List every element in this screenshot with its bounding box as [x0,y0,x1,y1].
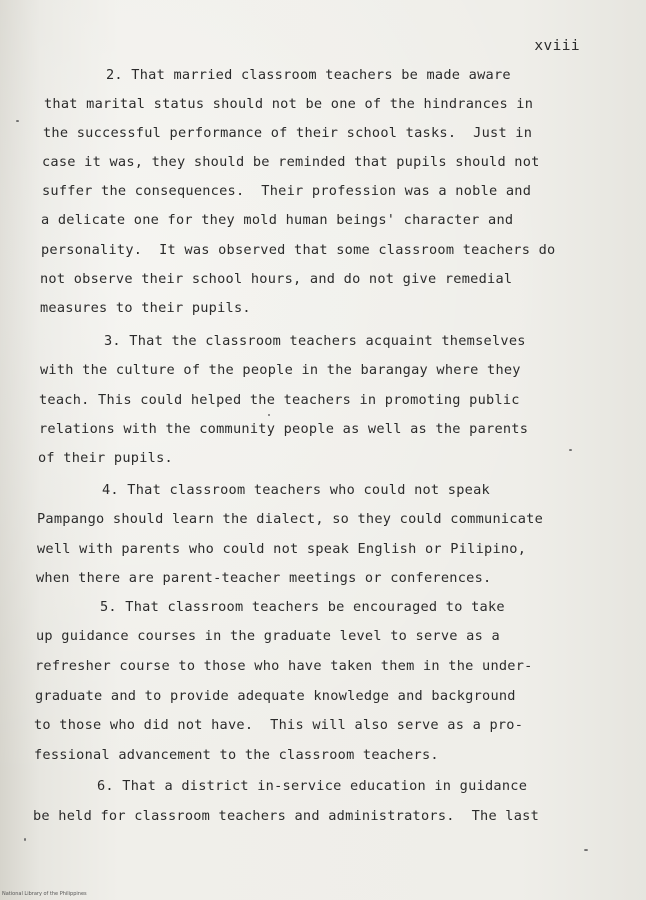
text-line: relations with the community people as well as the parents [39,421,529,437]
text-line: 5. That classroom teachers be encouraged to take [100,599,505,615]
scan-footer: National Library of the Philippines [2,891,87,897]
text-line: not observe their school hours, and do not give remedial [40,271,513,287]
text-line: a delicate one for they mold human beings' character and [41,212,514,228]
text-line: teach. This could helped the teachers in promoting public [39,392,520,408]
text-line: measures to their pupils. [40,300,251,316]
text-line: 3. That the classroom teachers acquaint themselves [104,333,526,349]
text-line: well with parents who could not speak English or Pilipino, [37,541,527,557]
text-line: that marital status should not be one of the hindrances in [44,96,534,112]
text-line: the successful performance of their school tasks. Just in [43,125,533,141]
text-line: with the culture of the people in the barangay where they [40,362,521,378]
text-line: Pampango should learn the dialect, so they could communicate [37,511,544,527]
text-line: 6. That a district in-service education in guidance [97,778,528,794]
text-line: of their pupils. [38,450,173,466]
paper-speck [24,838,26,841]
text-line: graduate and to provide adequate knowledge and background [35,688,516,704]
paper-speck [268,414,270,416]
paper-speck [569,449,572,451]
text-line: suffer the consequences. Their profession was a noble and [42,183,532,199]
text-line: fessional advancement to the classroom teachers. [34,747,439,763]
text-line: when there are parent-teacher meetings or conferences. [36,570,492,586]
text-line: personality. It was observed that some classroom teachers do [41,242,556,258]
text-line: case it was, they should be reminded that pupils should not [42,154,540,170]
text-line: be held for classroom teachers and administrators. The last [33,808,540,824]
paper-speck [584,849,588,851]
text-line: 4. That classroom teachers who could not speak [102,482,490,498]
text-line: up guidance courses in the graduate level to serve as a [36,628,500,644]
text-line: refresher course to those who have taken them in the under- [35,658,533,674]
text-line: 2. That married classroom teachers be made aware [106,67,511,83]
page-number: xviii [534,38,580,54]
paper-speck [16,120,19,122]
text-line: to those who did not have. This will also serve as a pro- [34,717,524,733]
